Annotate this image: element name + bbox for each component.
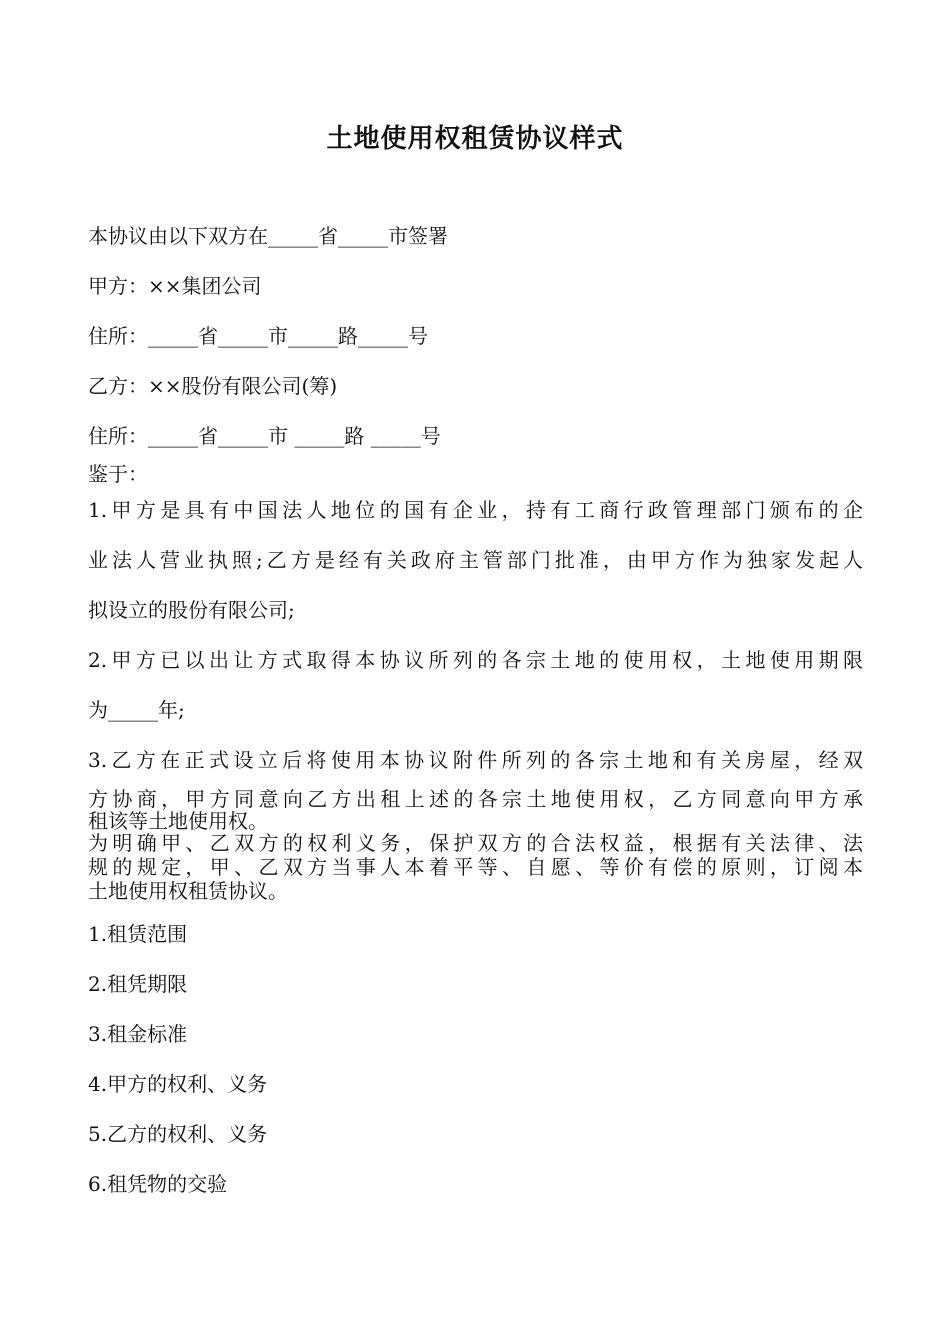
recital-3-line-3: 租该等土地使用权。: [88, 809, 268, 833]
clause-2: 2.租凭期限: [88, 972, 188, 996]
purpose-line-3: 土地使用权租赁协议。: [88, 879, 288, 903]
clause-1: 1.租赁范围: [88, 922, 188, 946]
purpose-line-1: 为明确甲、乙双方的权利义务，保护双方的合法权益，根据有关法律、法: [88, 831, 863, 855]
clause-6: 6.租凭物的交验: [88, 1172, 228, 1196]
recital-1-line-3: 拟设立的股份有限公司;: [88, 598, 295, 622]
purpose-line-2: 规的规定，甲、乙双方当事人本着平等、自愿、等价有偿的原则，订阅本: [88, 855, 863, 879]
whereas-heading: 鉴于：: [88, 462, 148, 486]
clause-3: 3.租金标准: [88, 1022, 188, 1046]
recital-2-line-1: 2.甲方已以出让方式取得本协议所列的各宗土地的使用权，土地使用期限: [88, 648, 863, 672]
document-title: 土地使用权租赁协议样式: [326, 124, 624, 154]
signing-location-line: 本协议由以下双方在_____省_____市签署: [88, 224, 448, 248]
recital-2-line-2: 为_____年;: [88, 698, 185, 722]
party-b-address-line: 住所：_____省_____市 _____路 _____号: [88, 424, 441, 448]
recital-3-line-1: 3.乙方在正式设立后将使用本协议附件所列的各宗土地和有关房屋，经双: [88, 748, 863, 772]
clause-5: 5.乙方的权利、义务: [88, 1122, 268, 1146]
party-a-address-line: 住所：_____省_____市_____路_____号: [88, 324, 428, 348]
party-a-line: 甲方：××集团公司: [88, 274, 262, 298]
clause-4: 4.甲方的权利、义务: [88, 1072, 268, 1096]
recital-1-line-2: 业法人营业执照;乙方是经有关政府主管部门批准，由甲方作为独家发起人: [88, 548, 863, 572]
recital-1-line-1: 1.甲方是具有中国法人地位的国有企业，持有工商行政管理部门颁布的企: [88, 498, 863, 522]
party-b-line: 乙方：××股份有限公司(筹): [88, 374, 338, 398]
recital-3-line-2: 方协商，甲方同意向乙方出租上述的各宗土地使用权，乙方同意向甲方承: [88, 787, 863, 811]
